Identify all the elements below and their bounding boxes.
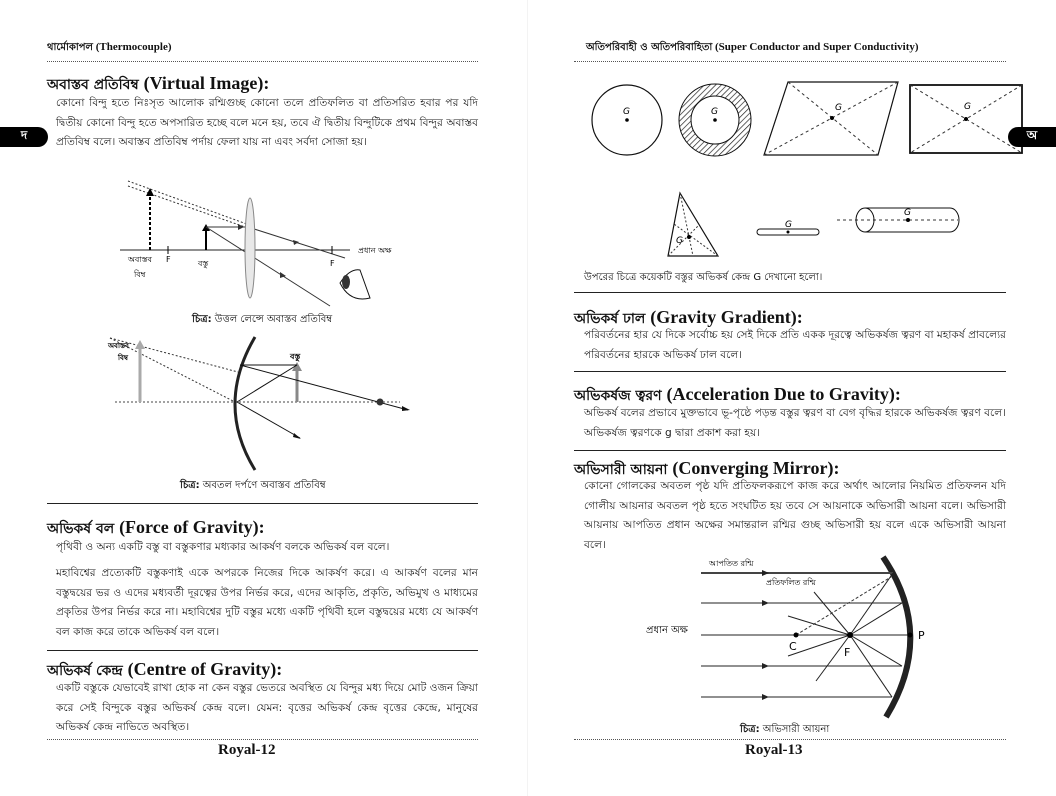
label-virtual-image-2: বিম্ব bbox=[118, 354, 129, 362]
heading-en: (Gravity Gradient): bbox=[650, 307, 803, 327]
running-head bbox=[47, 40, 172, 57]
figure-caption-converging bbox=[740, 722, 829, 739]
figure-caption-cg: উপরের চিত্রে কয়েকটি বস্তুর অভিকর্ষ কেন্দ্র G দেখানো হলো। bbox=[584, 272, 823, 283]
running-head-en: (Thermocouple) bbox=[95, 41, 172, 53]
label-reflected-ray: প্রতিফলিত রশ্মি bbox=[766, 578, 816, 587]
label-center: C bbox=[789, 640, 797, 653]
caption-prefix: চিত্র: bbox=[740, 724, 760, 735]
label-pole: P bbox=[918, 629, 925, 642]
cg-label: G bbox=[623, 107, 630, 117]
cg-label: G bbox=[835, 103, 842, 113]
heading-en: (Virtual Image): bbox=[143, 73, 270, 93]
page-number: Royal-13 bbox=[745, 742, 803, 758]
figure-caption-lens bbox=[192, 312, 332, 329]
paragraph-virtual-image: কোনো বিন্দু হতে নিঃসৃত আলোক রশ্মিগুচ্ছ কোনো তলে প্রতিফলিত বা প্রতিসরিত হবার পর যদি দ্বিতীয় কোনো বিন্দু হতে অপসারিত হচ্ছে বলে মনে হয়, তবে ঐ দ্বিতীয় বিন্দুটিকে প্রথম বিন্দুর অবাস্তব প্রতিবিম্ব বলে। অবাস্তব প্রতিবিম্ব পর্দায় ফেলা যায় না এবং সর্বদা সোজা হয়। bbox=[56, 97, 478, 148]
label-focus-left: F bbox=[166, 255, 171, 264]
heading-en: (Acceleration Due to Gravity): bbox=[666, 384, 901, 404]
label-incident-ray: আপতিত রশ্মি bbox=[709, 559, 754, 568]
header-rule bbox=[574, 61, 1006, 62]
caption-text: উত্তল লেন্সে অবাস্তব প্রতিবিম্ব bbox=[214, 314, 333, 325]
figure-centre-of-gravity-shapes-2 bbox=[668, 190, 968, 260]
label-principal-axis: প্রধান অক্ষ bbox=[358, 246, 392, 255]
running-head bbox=[586, 40, 919, 57]
label-object: বস্তু bbox=[290, 352, 301, 361]
label-focus-right: F bbox=[330, 259, 335, 268]
heading-bn: অভিকর্ষজ ত্বরণ bbox=[574, 388, 662, 404]
figure-converging-mirror-diagram bbox=[646, 555, 956, 725]
caption-prefix: চিত্র: bbox=[192, 314, 212, 325]
heading-en: (Force of Gravity): bbox=[119, 517, 265, 537]
section-divider bbox=[47, 503, 478, 504]
paragraph-centre-of-gravity: একটি বস্তুকে যেভাবেই রাখা হোক না কেন বস্তুর ভেতরে অবস্থিত যে বিন্দুর মধ্য দিয়ে মোট ওজন ক্রিয়া করে সেই বিন্দুকে বস্তুর অভিকর্ষ কেন্দ্র বলে। যেমন: বৃত্তের অভিকর্ষ কেন্দ্র বৃত্তের কেন্দ্রে, মানুষের অভিকর্ষ কেন্দ্র নাভিতে অবস্থিত। bbox=[56, 682, 478, 733]
header-rule bbox=[47, 61, 478, 62]
cg-label: G bbox=[676, 236, 683, 246]
thumb-index-tab[interactable]: দ bbox=[0, 127, 48, 147]
heading-bn: অভিসারী আয়না bbox=[574, 462, 668, 478]
footer-rule bbox=[574, 739, 1006, 740]
figure-concave-mirror-diagram bbox=[110, 335, 420, 475]
paragraph-converging-mirror: কোনো গোলকের অবতল পৃষ্ঠ যদি প্রতিফলকরূপে কাজ করে অর্থাৎ আলোর নিয়মিত প্রতিফলন যদি গোলীয় আয়নার অবতল পৃষ্ঠ হতে সংঘটিত হয় তবে সে আয়নাকে অভিসারী আয়না বলে। অভিসারী আয়নায় আপতিত প্রধান অক্ষের সমান্তরাল রশ্মির গুচ্ছ অভিসারী হয় বলে একে অভিসারী আয়না বলে। bbox=[584, 480, 1006, 551]
heading-bn: অভিকর্ষ ঢাল bbox=[574, 311, 646, 327]
section-divider bbox=[574, 371, 1006, 372]
label-focus: F bbox=[844, 646, 851, 659]
label-object: বস্তু bbox=[198, 259, 209, 268]
heading-bn: অবাস্তব প্রতিবিম্ব bbox=[47, 77, 139, 93]
caption-text: অবতল দর্পণে অবাস্তব প্রতিবিম্ব bbox=[202, 480, 326, 491]
paragraph-acceleration-gravity: অভিকর্ষ বলের প্রভাবে মুক্তভাবে ভূ-পৃষ্ঠে পড়ন্ত বস্তুর ত্বরণ বা বেগ বৃদ্ধির হারকে অভিকর্ষজ ত্বরণ বলে। অভিকর্ষজ ত্বরণকে g দ্বারা প্রকাশ করা হয়। bbox=[584, 407, 1006, 439]
label-virtual-image: অবাস্তব bbox=[128, 255, 152, 264]
cg-label: G bbox=[785, 220, 792, 230]
figure-centre-of-gravity-shapes bbox=[588, 82, 1008, 162]
right-page bbox=[528, 0, 1056, 796]
heading-bn: অভিকর্ষ বল bbox=[47, 521, 115, 537]
heading-en: (Centre of Gravity): bbox=[127, 659, 283, 679]
label-principal-axis: প্রধান অক্ষ bbox=[646, 625, 688, 636]
caption-text: অভিসারী আয়না bbox=[762, 724, 830, 735]
heading-en: (Converging Mirror): bbox=[672, 458, 840, 478]
figure-caption-mirror bbox=[180, 478, 326, 495]
label-virtual-image: অবাস্তব bbox=[108, 342, 129, 350]
cg-label: G bbox=[904, 208, 911, 218]
cg-label: G bbox=[964, 102, 971, 112]
section-divider bbox=[574, 450, 1006, 451]
paragraph-force-of-gravity-1: পৃথিবী ও অন্য একটি বস্তু বা বস্তুকণার মধ্যকার আকর্ষণ বলকে অভিকর্ষ বল বলে। bbox=[56, 541, 390, 553]
label-virtual-image-2: বিম্ব bbox=[134, 270, 146, 279]
section-divider bbox=[47, 650, 478, 651]
figure-convex-lens-diagram bbox=[110, 178, 420, 328]
caption-prefix: চিত্র: bbox=[180, 480, 200, 491]
running-head-bn: অতিপরিবাহী ও অতিপরিবাহিতা bbox=[586, 42, 713, 53]
paragraph-gravity-gradient: পরিবর্তনের হার যে দিকে সর্বোচ্চ হয় সেই দিকে প্রতি একক দূরত্বে অভিকর্ষজ ত্বরণ বা মহাকর্ষ প্রাবল্যের পরিবর্তনের হারকে অভিকর্ষ ঢাল বলে। bbox=[584, 329, 1006, 361]
paragraph-force-of-gravity-2: মহাবিশ্বের প্রত্যেকটি বস্তুকণাই একে অপরকে নিজের দিকে আকর্ষণ করে। এ আকর্ষণ বলের মান বস্তুদ্বয়ের ভর ও এদের মধ্যবর্তী দূরত্বের উপর নির্ভর করে, এদের আকৃতি, প্রকৃতি, অভিমুখ ও মাধ্যমের প্রকৃতির উপর নির্ভর করে না। মহাবিশ্বের দুটি বস্তুর মধ্যে একটি পৃথিবী হলে বস্তুদ্বয়ের মধ্যে যে আকর্ষণ বল কাজ করে তাকে অভিকর্ষ বল বলে। bbox=[56, 567, 478, 638]
footer-rule bbox=[47, 739, 478, 740]
heading-bn: অভিকর্ষ কেন্দ্র bbox=[47, 663, 123, 679]
running-head-en: (Super Conductor and Super Conductivity) bbox=[714, 41, 919, 53]
running-head-bn: থার্মোকাপল bbox=[47, 42, 93, 53]
cg-label: G bbox=[711, 107, 718, 117]
thumb-index-tab[interactable]: অ bbox=[1008, 127, 1056, 147]
page-number: Royal-12 bbox=[218, 742, 276, 758]
section-divider bbox=[574, 292, 1006, 293]
